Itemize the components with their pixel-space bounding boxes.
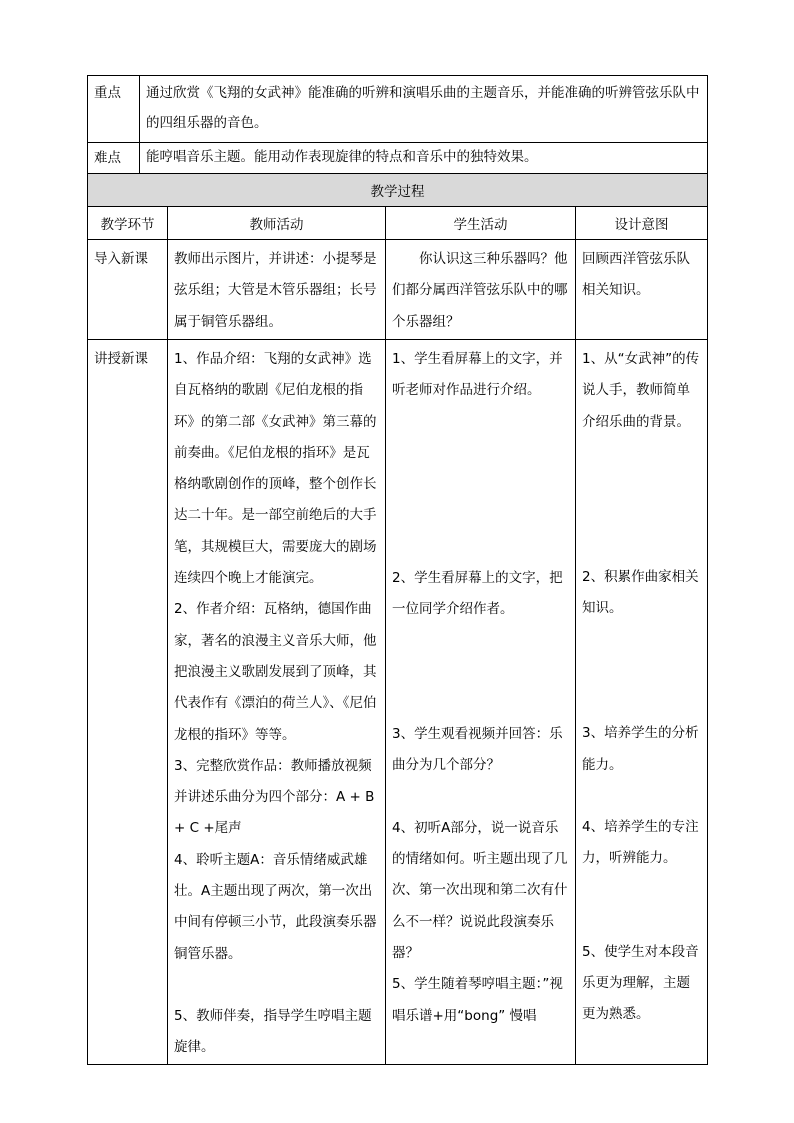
header-intent: 设计意图 bbox=[576, 207, 708, 240]
intent-intro-text: 回顾西洋管弦乐队相关知识。 bbox=[582, 251, 690, 299]
student-intro-text: 你认识这三种乐器吗？他们都分属西洋管弦乐队中的哪个乐器组？ bbox=[392, 251, 568, 330]
lesson-table bbox=[87, 75, 708, 1065]
stage-new-lesson: 讲授新课 bbox=[88, 340, 168, 1065]
header-stage: 教学环节 bbox=[88, 207, 168, 240]
teacher-intro-text: 教师出示图片，并讲述：小提琴是弦乐组；大管是木管乐器组；长号属于铜管乐器组。 bbox=[174, 251, 377, 330]
focus-row bbox=[88, 76, 708, 143]
teacher-step-2: 2、作者介绍：瓦格纳，德国作曲家，著名的浪漫主义音乐大师，他把浪漫主义歌剧发展到了顶峰，其代表作有《漂泊的荷兰人》、《尼伯龙根的指环》等等。 bbox=[174, 601, 377, 743]
stage-intro: 导入新课 bbox=[88, 240, 168, 340]
header-teacher: 教师活动 bbox=[168, 207, 386, 240]
student-step-5: 5、学生随着琴哼唱主题：”视唱乐谱+用“bong” 慢唱 bbox=[392, 976, 563, 1024]
header-student: 学生活动 bbox=[386, 207, 576, 240]
intent-new-lesson bbox=[576, 340, 708, 1065]
intent-intro bbox=[576, 240, 708, 340]
teacher-step-1: 1、作品介绍：飞翔的女武神》选自瓦格纳的歌剧《尼伯龙根的指环》的第二部《女武神》第三幕的前奏曲。《尼伯龙根的指环》是瓦格纳歌剧创作的顶峰，整个创作长达二十年。是一部空前绝后的大手笔，其规模巨大，需要庞大的剧场连续四个晚上才能演完。 bbox=[174, 351, 377, 587]
teacher-step-3: 3、完整欣赏作品：教师播放视频并讲述乐曲分为四个部分：A + B + C +尾声 bbox=[174, 757, 375, 837]
student-step-4: 4、初听A部分，说一说音乐的情绪如何。听主题出现了几次、第一次出现和第二次有什么不一样？说说此段演奏乐器？ bbox=[392, 819, 568, 961]
process-title: 教学过程 bbox=[88, 174, 708, 207]
table-row-new-lesson bbox=[88, 340, 708, 1065]
teacher-step-4: 4、聆听主题A：音乐情绪威武雄壮。A主题出现了两次，第一次出中间有停顿三小节，此段演奏乐器铜管乐器。 bbox=[174, 851, 377, 962]
focus-label: 重点 bbox=[88, 76, 140, 143]
intent-step-4: 4、培养学生的专注力，听辨能力。 bbox=[582, 819, 699, 867]
lesson-plan-page bbox=[87, 75, 707, 1065]
intent-step-1: 1、从“女武神”的传说人手，教师简单介绍乐曲的背景。 bbox=[582, 351, 700, 430]
process-title-row bbox=[88, 174, 708, 207]
teacher-intro bbox=[168, 240, 386, 340]
student-intro bbox=[386, 240, 576, 340]
intent-step-2: 2、积累作曲家相关知识。 bbox=[582, 568, 699, 617]
intent-step-3: 3、培养学生的分析能力。 bbox=[582, 725, 699, 773]
student-step-1: 1、学生看屏幕上的文字，并听老师对作品进行介绍。 bbox=[392, 351, 563, 399]
focus-text: 通过欣赏《飞翔的女武神》能准确的听辨和演唱乐曲的主题音乐，并能准确的听辨管弦乐队中的四组乐器的音色。 bbox=[140, 76, 708, 143]
teacher-new-lesson bbox=[168, 340, 386, 1065]
student-step-2: 2、学生看屏幕上的文字，把一位同学介绍作者。 bbox=[392, 569, 563, 617]
difficulty-text: 能哼唱音乐主题。能用动作表现旋律的特点和音乐中的独特效果。 bbox=[140, 143, 708, 174]
column-headers bbox=[88, 207, 708, 240]
difficulty-row bbox=[88, 143, 708, 174]
intent-step-5: 5、使学生对本段音乐更为理解，主题更为熟悉。 bbox=[582, 943, 699, 1023]
student-step-3: 3、学生观看视频并回答：乐曲分为几个部分？ bbox=[392, 726, 563, 774]
student-new-lesson bbox=[386, 340, 576, 1065]
table-row-intro bbox=[88, 240, 708, 340]
difficulty-label: 难点 bbox=[88, 143, 140, 174]
teacher-step-5: 5、教师伴奏，指导学生哼唱主题旋律。 bbox=[174, 1007, 372, 1056]
